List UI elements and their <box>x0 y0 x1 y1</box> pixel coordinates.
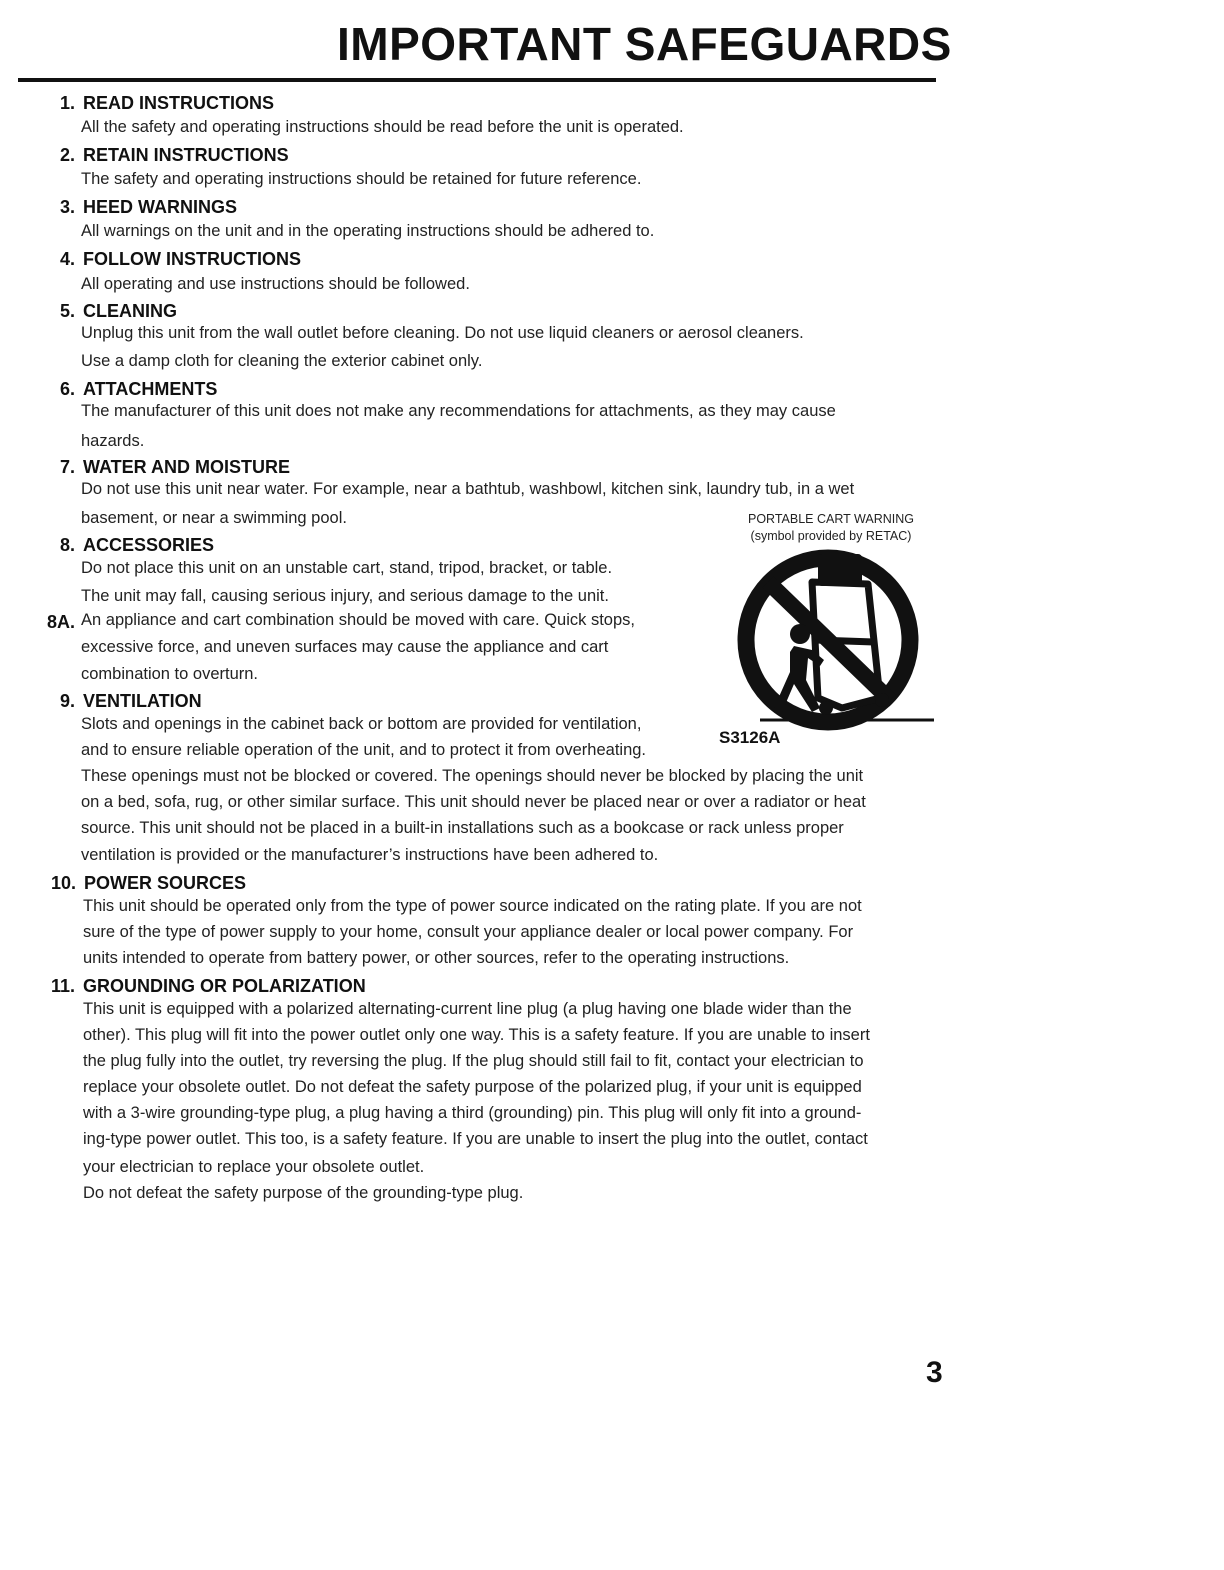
body-line: Slots and openings in the cabinet back or bottom are provided for ventilation, <box>81 715 642 733</box>
section-heading <box>60 456 290 478</box>
body-line: and to ensure reliable operation of the unit, and to protect it from overheating. <box>81 741 647 759</box>
body-line: All operating and use instructions should be followed. <box>81 275 470 293</box>
body-line: Do not use this unit near water. For example, near a bathtub, washbowl, kitchen sink, laundry tub, in a wet <box>81 480 855 498</box>
body-line: excessive force, and uneven surfaces may cause the appliance and cart <box>81 638 609 656</box>
body-line: This unit is equipped with a polarized alternating-current line plug (a plug having one blade wider than the <box>83 1000 852 1018</box>
body-line: the plug fully into the outlet, try reversing the plug. If the plug should still fail to fit, contact your electrician to <box>83 1052 864 1070</box>
body-line: Use a damp cloth for cleaning the exterior cabinet only. <box>81 352 483 370</box>
figure-caption: PORTABLE CART WARNING <box>747 512 914 526</box>
section-number: 6. <box>60 379 76 399</box>
section-title: RETAIN INSTRUCTIONS <box>83 145 289 165</box>
section-number: 8. <box>60 535 76 555</box>
section-number: 1. <box>60 93 76 113</box>
body-line: sure of the type of power supply to your home, consult your appliance dealer or local power company. For <box>83 923 854 941</box>
body-line: replace your obsolete outlet. Do not defeat the safety purpose of the polarized plug, if your unit is equipped <box>83 1078 862 1096</box>
section-title: GROUNDING OR POLARIZATION <box>83 976 366 996</box>
body-line: This unit should be operated only from the type of power source indicated on the rating plate. If you are not <box>83 897 862 915</box>
section-heading <box>60 196 237 218</box>
figure-code: S3126A <box>719 728 781 747</box>
section-heading <box>60 690 202 712</box>
section-number: 5. <box>60 301 76 321</box>
body-line: These openings must not be blocked or covered. The openings should never be blocked by placing the unit <box>81 767 864 785</box>
section-title: VENTILATION <box>83 691 202 711</box>
body-line: other). This plug will fit into the power outlet only one way. This is a safety feature. If you are unable to insert <box>83 1026 870 1044</box>
section-heading <box>60 378 217 400</box>
section-heading <box>51 975 366 997</box>
body-line: your electrician to replace your obsolete outlet. <box>83 1158 425 1176</box>
body-line: All the safety and operating instructions should be read before the unit is operated. <box>81 118 684 136</box>
body-line: units intended to operate from battery power, or other sources, refer to the operating instructions. <box>83 949 790 967</box>
section-number: 11. <box>51 976 76 996</box>
body-line: The manufacturer of this unit does not make any recommendations for attachments, as they may cause <box>81 402 836 420</box>
section-number: 7. <box>60 457 76 477</box>
section-number: 8A. <box>47 612 76 632</box>
body-line: ing-type power outlet. This too, is a safety feature. If you are unable to insert the plug into the outlet, contact <box>83 1130 868 1148</box>
body-line: ventilation is provided or the manufacturer’s instructions have been adhered to. <box>81 846 659 864</box>
body-line: Do not place this unit on an unstable cart, stand, tripod, bracket, or table. <box>81 559 613 577</box>
section-heading <box>51 872 246 894</box>
title-rule <box>18 78 936 82</box>
body-line: basement, or near a swimming pool. <box>81 509 347 527</box>
section-title: WATER AND MOISTURE <box>83 457 291 477</box>
section-title: POWER SOURCES <box>84 873 247 893</box>
body-line: Unplug this unit from the wall outlet before cleaning. Do not use liquid cleaners or aerosol cleaners. <box>81 324 804 342</box>
body-line: Do not defeat the safety purpose of the grounding-type plug. <box>83 1184 524 1202</box>
section-heading <box>60 300 177 322</box>
body-line: All warnings on the unit and in the operating instructions should be adhered to. <box>81 222 655 240</box>
section-title: ACCESSORIES <box>83 535 215 555</box>
section-heading <box>60 534 214 556</box>
section-heading <box>60 144 289 166</box>
body-line: combination to overturn. <box>81 665 259 683</box>
section-title: CLEANING <box>83 301 178 321</box>
body-line: hazards. <box>81 432 145 450</box>
body-line: source. This unit should not be placed in a built-in installations such as a bookcase or rack unless proper <box>81 819 844 837</box>
portable-cart-warning-icon <box>730 548 936 744</box>
section-title: FOLLOW INSTRUCTIONS <box>83 249 301 269</box>
figure-caption-source: (symbol provided by RETAC) <box>750 529 912 543</box>
body-line: with a 3-wire grounding-type plug, a plug having a third (grounding) pin. This plug will only fit into a ground- <box>83 1104 862 1122</box>
section-heading <box>60 92 274 114</box>
section-title: HEED WARNINGS <box>83 197 238 217</box>
section-number: 3. <box>60 197 76 217</box>
body-line: The unit may fall, causing serious injury, and serious damage to the unit. <box>81 587 609 605</box>
body-line: An appliance and cart combination should be moved with care. Quick stops, <box>81 611 635 629</box>
body-line: The safety and operating instructions should be retained for future reference. <box>81 170 642 188</box>
page-number: 3 <box>926 1356 943 1389</box>
section-number: 9. <box>60 691 76 711</box>
page-title: IMPORTANT SAFEGUARDS <box>337 18 952 70</box>
body-line: on a bed, sofa, rug, or other similar surface. This unit should never be placed near or over a radiator or heat <box>81 793 866 811</box>
section-number: 10. <box>51 873 77 893</box>
section-number: 2. <box>60 145 76 165</box>
section-heading <box>47 611 83 633</box>
section-heading <box>60 248 301 270</box>
section-title: ATTACHMENTS <box>83 379 218 399</box>
section-title: READ INSTRUCTIONS <box>83 93 275 113</box>
section-number: 4. <box>60 249 76 269</box>
